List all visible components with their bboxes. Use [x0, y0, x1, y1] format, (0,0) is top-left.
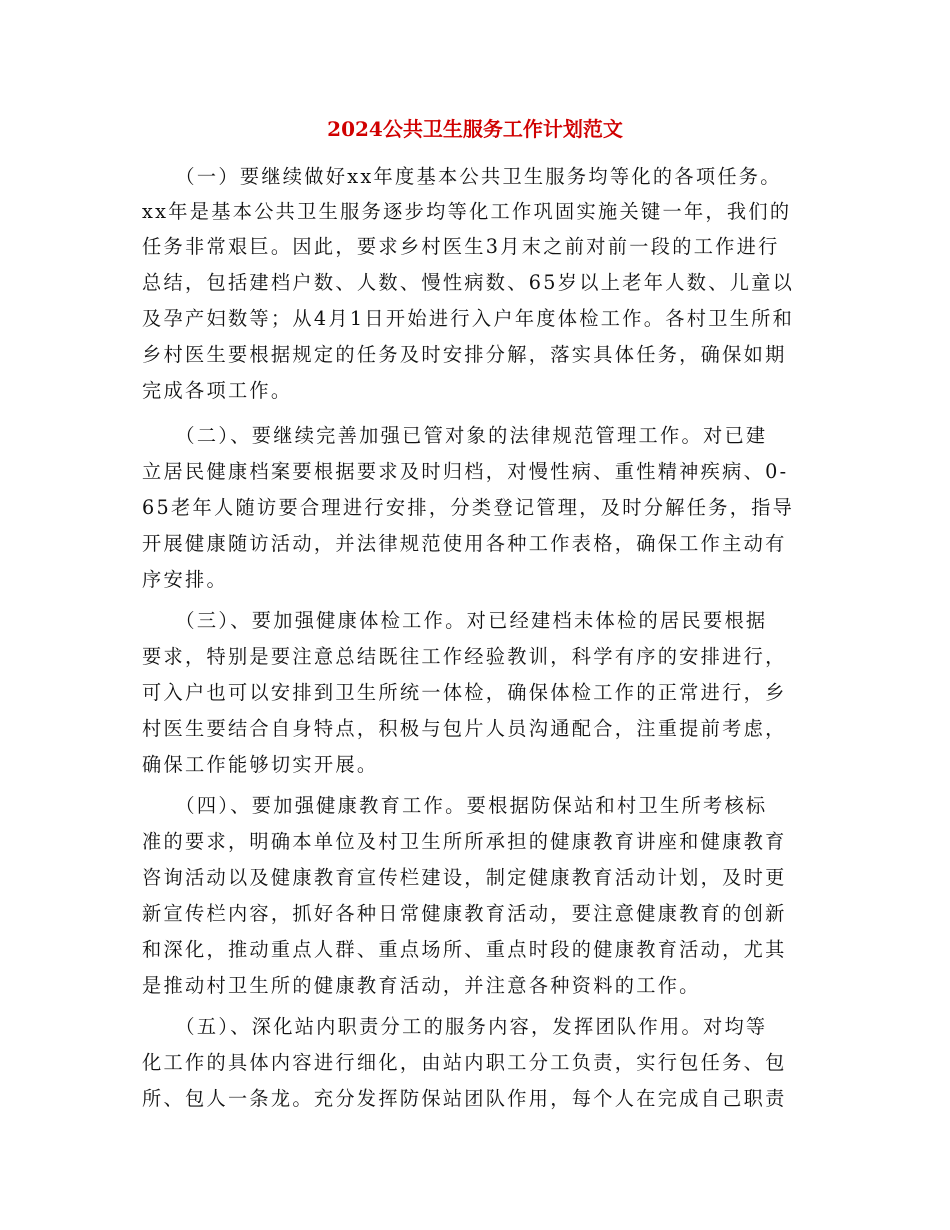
text-line: 是推动村卫生所的健康教育活动，并注意各种资料的工作。 [142, 974, 701, 997]
text-line: 准的要求，明确本单位及村卫生所所承担的健康教育讲座和健康教育 [142, 830, 787, 853]
text-line: 可入户也可以安排到卫生所统一体检，确保体检工作的正常进行，乡 [142, 681, 787, 704]
text-line: 立居民健康档案要根据要求及时归档，对慢性病、重性精神疾病、0- [142, 460, 789, 483]
text-line: 任务非常艰巨。因此，要求乡村医生3月末之前对前一段的工作进行 [142, 235, 780, 258]
text-line: 村医生要结合自身特点，积极与包片人员沟通配合，注重提前考虑， [142, 717, 787, 740]
text-line: 所、包人一条龙。充分发挥防保站团队作用，每个人在完成自己职责 [142, 1087, 787, 1110]
text-line: （五）、深化站内职责分工的服务内容，发挥团队作用。对均等 [142, 1015, 768, 1038]
text-line: 完成各项工作。 [142, 379, 293, 402]
text-line: （三）、要加强健康体检工作。对已经建档未体检的居民要根据 [142, 609, 768, 632]
text-line: 咨询活动以及健康教育宣传栏建设，制定健康教育活动计划，及时更 [142, 866, 787, 889]
text-line: xx年是基本公共卫生服务逐步均等化工作巩固实施关键一年，我们的 [142, 200, 792, 223]
text-line: （一）要继续做好xx年度基本公共卫生服务均等化的各项任务。 [142, 165, 782, 188]
text-line: （四）、要加强健康教育工作。要根据防保站和村卫生所考核标 [142, 794, 768, 817]
text-line: 确保工作能够切实开展。 [142, 753, 379, 776]
text-line: 及孕产妇数等；从4月1日开始进行入户年度体检工作。各村卫生所和 [142, 307, 795, 330]
text-line: 新宣传栏内容，抓好各种日常健康教育活动，要注意健康教育的创新 [142, 902, 787, 925]
text-line: 65老年人随访要合理进行安排，分类登记管理，及时分解任务，指导 [142, 496, 795, 519]
text-line: 序安排。 [142, 568, 228, 591]
document-title: 2024公共卫生服务工作计划范文 [327, 117, 623, 141]
text-line: 开展健康随访活动，并法律规范使用各种工作表格，确保工作主动有 [142, 532, 787, 555]
text-line: 要求，特别是要注意总结既往工作经验教训，科学有序的安排进行， [142, 645, 787, 668]
text-line: 总结，包括建档户数、人数、慢性病数、65岁以上老年人数、儿童以 [142, 271, 795, 294]
text-line: （二）、要继续完善加强已管对象的法律规范管理工作。对已建 [142, 424, 768, 447]
text-line: 乡村医生要根据规定的任务及时安排分解，落实具体任务，确保如期 [142, 343, 787, 366]
text-line: 化工作的具体内容进行细化，由站内职工分工负责，实行包任务、包 [142, 1051, 787, 1074]
text-line: 和深化，推动重点人群、重点场所、重点时段的健康教育活动，尤其 [142, 938, 787, 961]
